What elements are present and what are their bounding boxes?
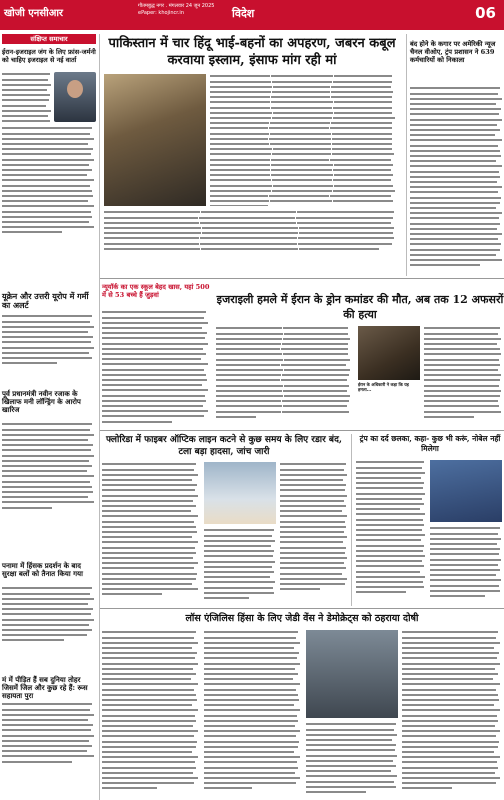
section-rule [100,608,504,609]
drone-strike-photo [358,326,420,380]
sidebar-story1-body [2,72,52,124]
trump-body-left [356,460,426,604]
sidebar-story2-title: यूक्रेन और उत्तरी यूरोप में गर्मी का अलर्ट [2,291,89,310]
vance-la-headline: लॉस एंजिलिस हिंसा के लिए जेडी वेंस ने डेमोक्रेट्स को ठहराया दोषी [185,613,419,624]
airplane-photo [204,462,276,524]
iran-drone-body-right [424,326,502,422]
lead-photo [104,74,206,206]
page-number: 06 [475,4,496,22]
florida-body-right [280,462,348,604]
vance-body-col1 [102,630,200,798]
issue-meta [138,3,214,17]
right-top-headline: बंद होने के कगार पर अमेरिकी न्यूज चैनल वीओए, ट्रंप प्रशासन ने 639 कर्मचारियों को निकाला [410,40,496,64]
trump-body-right [430,526,502,604]
drone-strike-caption: ईरान के अधिकारी ने कहा कि यह हमला... [358,382,409,392]
newspaper-logo: खोजी एनसीआर [4,8,64,19]
florida-radar-headline: फ्लोरिडा में फाइबर ऑप्टिक लाइन कटने से कुछ समय के लिए रडार बंद, टला बड़ा हादसा, जांच जारी [106,435,342,457]
issue-date: गौतमबुद्ध नगर . मंगलवार 24 जून 2025 [138,3,215,9]
epaper-url: ePaper: khojincr.in [138,10,184,16]
section-title: विदेश [232,7,255,20]
lead-headline: पाकिस्तान में चार हिंदू भाई-बहनों का अपहरण, जबरन कबूल करवाया इस्लाम, इंसाफ मांग रही मां [108,36,396,68]
sidebar-heading: संक्षिप्त समाचार [2,34,96,44]
sidebar-portrait-photo [54,72,96,122]
section-rule [100,278,504,279]
florida-body-mid [204,528,276,604]
sidebar-story5-body [2,702,96,798]
vance-body-col4 [402,630,502,798]
vance-photo [306,630,398,718]
florida-body-left [102,462,200,604]
sidebar-story3-title: पूर्व प्रधानमंत्री नवीन रजाक के खिलाफ मनी लॉन्ड्रिंग के आरोप खारिज [2,389,81,414]
trump-nobel-headline: ट्रंप का दर्द छलका, कहा- कुछ भी करूं, नोबेल नहीं मिलेगा [359,434,501,453]
lead-body-upper [210,74,402,206]
column-divider [406,34,407,276]
iran-drone-body [216,326,354,422]
main-area [100,30,504,800]
sidebar-story3-body [2,422,96,556]
right-top-body [410,86,502,276]
sidebar-story1-title: ईरान-इजराइल जंग के लिए फ्रांस-जर्मनी को चाहिए इजराइल से नई वार्ता [2,48,96,64]
sidebar-story2-body [2,314,96,386]
sidebar-story5-title: मं में पीड़ित हैं सब दुनिया तोहर जिसमें जिल और कुछ रहे हैं: रूस सहायता पुरा [2,675,88,700]
column-divider [351,434,352,606]
sidebar-story1-body-cont [2,126,96,286]
vance-body-col2 [204,630,302,798]
masthead [0,0,504,30]
school-teaser-headline: न्यूयॉर्क का एक स्कूल बेहद खास, यहां 500 में से 53 बच्चे हैं जुड़वां [102,283,210,299]
section-rule [100,430,504,431]
lead-body-lower [104,210,404,254]
left-column [0,34,98,800]
vance-body-col3 [306,722,398,798]
sidebar-story4-body [2,586,96,672]
trump-photo [430,460,502,522]
sidebar-story4-title: पनामा में हिंसक प्रदर्शन के बाद सुरक्षा बलों को तैनात किया गया [2,561,83,578]
iran-drone-headline: इजराइली हमले में ईरान के ड्रोन कमांडर की मौत, अब तक 12 अफसरों की हत्या [216,293,504,321]
school-teaser-body [102,310,210,428]
